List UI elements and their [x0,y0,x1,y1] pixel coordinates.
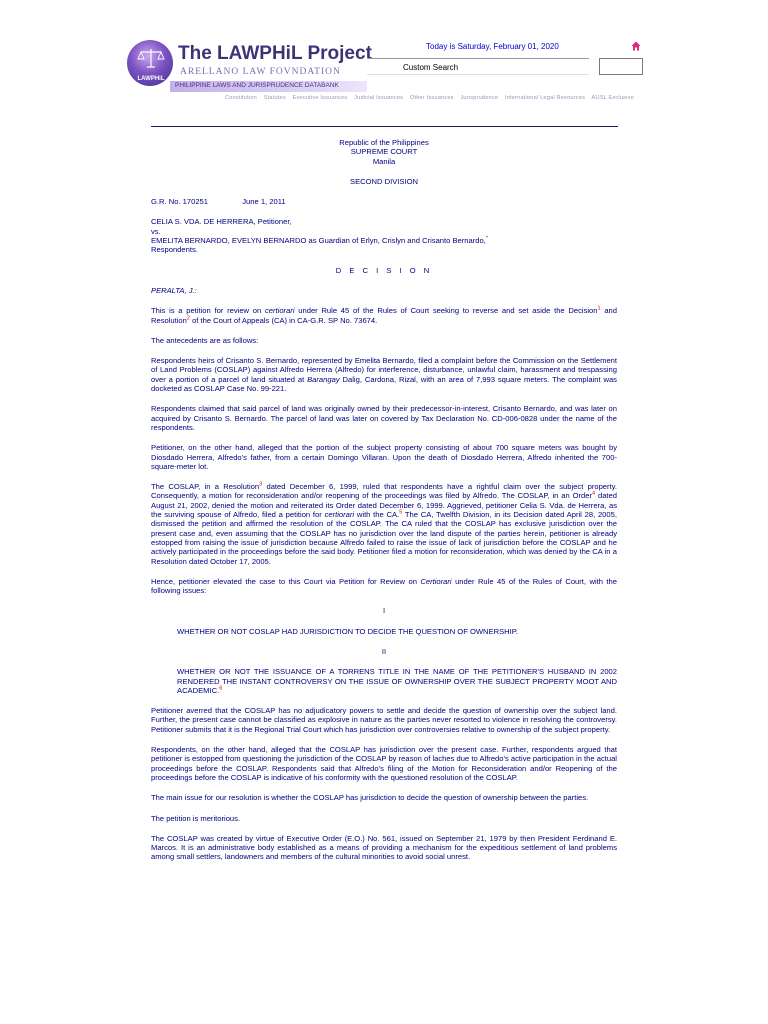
paragraph-11: The petition is meritorious. [151,813,241,823]
nav-item-executive-issuances[interactable]: Executive Issuances [292,95,348,101]
decision-heading: D E C I S I O N [335,265,433,275]
paragraph-2: The antecedents are as follows: [151,335,259,345]
asterisk-footnote[interactable]: * [485,235,488,242]
today-date: Today is Saturday, February 01, 2020 [426,42,559,51]
logo-band [170,81,367,92]
case-date: June 1, 2011 [242,197,286,207]
logo-small-text: LAWPHiL [137,76,165,82]
case-parties [151,217,617,254]
footnote-1[interactable]: 1 [597,305,601,312]
nav-item-judicial-issuances[interactable]: Judicial Issuances [354,95,404,101]
logo-title: The LAWPHiL Project [178,43,372,64]
logo-subtitle: ARELLANO LAW FOVNDATION [180,67,341,77]
nav-item-jurisprudence[interactable]: Jurisprudence [460,95,499,101]
footnote-4[interactable]: 4 [592,490,596,497]
respondents: EMELITA BERNARDO, EVELYN BERNARDO as Guardian of Erlyn, Crislyn and Crisanto Bernardo,* [151,235,488,246]
nav-item-statutes[interactable]: Statutes [263,95,286,101]
nav-bar [225,95,639,101]
nav-item-international-legal-resources[interactable]: International Legal Resources [504,95,586,101]
paragraph-3: Respondents heirs of Crisanto S. Bernardo, represented by Emelita Bernardo, filed a complaint before the Commission on the Settlement of Land Problems (COSLAP) against Alfredo Herrera (Alfredo) for interference, disturbance, unlawful claim, harassment and trespassing over a portion of a parcel of land situated at Barangay Dalig, Cardona, Rizal, with an area of 7,993 square meters. The complaint was docketed as COSLAP Case No. 99-221. [151,356,617,394]
paragraph-6: The COSLAP, in a Resolution$^3$ dated December 6, 1999, ruled that respondents have a rightful claim over the subject property. Consequently, a motion for reconsideration and/or reopening of the proceedings was filed by Alfredo. The COSLAP, in an Order$^4$ dated August 21, 2002, denied the motion and reiterated its Order dated December 6, 1999. Aggrieved, petitioner Celia S. Vda. de Herrera, as the surviving spouse of Alfredo, filed a petition for certiorari with the CA.$^5$ The CA, Twelfth Division, in its Decision dated April 28, 2005, dismissed the petition and affirmed the resolution of the COSLAP. The CA ruled that the COSLAP has exclusive jurisdiction over the present case and, even assuming that the COSLAP has no jurisdiction over the land dispute of the parties herein, petitioner is already estopped from raising the issue of jurisdiction because Alfredo failed to raise the issue of lack of jurisdiction before the COSLAP and he actively participated in the proceedings before the said body. Petitioner filed a motion for reconsideration, which was denied by the CA in a Resolution dated October 17, 2005. [151,481,617,566]
home-icon[interactable] [631,41,641,51]
ponente: PERALTA, J.: [151,285,197,295]
header-divider [151,126,618,127]
caption-manila: Manila [372,156,396,166]
paragraph-10: The main issue for our resolution is whether the COSLAP has jurisdiction to decide the question of ownership between the parties. [151,793,589,803]
paragraph-5: Petitioner, on the other hand, alleged that the portion of the subject property consisting of about 700 square meters was bought by Diosdado Herrera, Alfredo's father, from a certain Domingo Villaran. Upon the death of Diosdado Herrera, Alfredo inherited the 700-square-meter lot. [151,443,617,471]
nav-item-other-issuances[interactable]: Other Issuances [409,95,454,101]
issue-1: WHETHER OR NOT COSLAP HAD JURISDICTION TO DECIDE THE QUESTION OF OWNERSHIP. [177,626,518,636]
gr-number: G.R. No. 170251 [151,197,208,207]
issue-number-2: II [381,646,387,656]
logo-band-text: PHILIPPINE LAWS AND JURISPRUDENCE DATABANK [175,82,339,89]
nav-item-ausl-exclusive[interactable]: AUSL Exclusive [591,95,634,101]
footnote-3[interactable]: 3 [259,481,263,488]
court-caption [151,138,617,166]
paragraph-8: Petitioner averred that the COSLAP has no adjudicatory powers to settle and decide the question of ownership over the subject land. Further, the present case cannot be classified as explosive in nature as the parties never resorted to violence in resolving the controversy. Petitioner submits that it is the Regional Trial Court which has jurisdiction over controversies relative to ownership of the subject property. [151,706,617,734]
paragraph-9: Respondents, on the other hand, alleged that the COSLAP has jurisdiction over the present case. Further, respondents argued that petitioner is estopped from questioning the jurisdiction of the COSLAP by reason of laches due to Alfredo's active participation in the actual proceedings before the COSLAP. Respondents said that Alfredo's filing of the Motion for Reconsideration and/or Reopening of the proceedings before the COSLAP is indicative of his conformity with the questioned resolution of the COSLAP. [151,745,617,782]
caption-supreme-court: SUPREME COURT [350,147,418,157]
caption-republic: Republic of the Philippines [339,138,429,147]
footnote-6[interactable]: 6 [219,685,223,692]
case-number-line [151,197,617,206]
footnote-2[interactable]: 2 [186,315,190,322]
issue-2: WHETHER OR NOT THE ISSUANCE OF A TORRENS TITLE IN THE NAME OF THE PETITIONER'S HUSBAND IN 2002 RENDERED THE INSTANT CONTROVERSY ON THE ISSUE OF OWNERSHIP OVER THE SUBJECT PROPERTY MOOT AND ACADEMIC.$^6$ [177,667,617,695]
site-logo[interactable] [125,36,372,96]
versus: vs. [151,226,161,236]
issue-number-1: I [382,606,386,616]
paragraph-7: Hence, petitioner elevated the case to this Court via Petition for Review on Certiorari under Rule 45 of the Rules of Court, with the following issues: [151,576,617,596]
nav-item-constitution[interactable]: Constitution [225,95,257,101]
scales-of-justice-icon [137,47,165,69]
paragraph-1: This is a petition for review on certiorari under Rule 45 of the Rules of Court seeking to reverse and set aside the Decision$^1$ and Resolution$^2$ of the Court of Appeals (CA) in CA-G.R. SP No. 73674. [151,305,617,325]
search-input[interactable] [599,58,643,75]
respondents-label: Respondents. [151,245,198,255]
decision-document [151,138,617,873]
footnote-5[interactable]: 5 [399,509,403,516]
petitioner: CELIA S. VDA. DE HERRERA, Petitioner, [151,217,292,227]
division-title: SECOND DIVISION [350,176,418,186]
paragraph-12: The COSLAP was created by virtue of Executive Order (E.O.) No. 561, issued on September 21, 1979 by then President Ferdinand E. Marcos. It is an administrative body established as a means of providing a mechanism for the expeditious settlement of land problems among small settlers, landowners and members of the cultural minorities to avoid social unrest. [151,833,617,862]
paragraph-4: Respondents claimed that said parcel of land was originally owned by their predecessor-in-interest, Crisanto Bernardo, and was later on acquired by Crisanto S. Bernardo. The parcel of land was later on covered by Tax Declaration No. CD-006-0828 under the name of the respondents. [151,404,617,432]
custom-search-field[interactable]: Custom Search [367,58,589,75]
